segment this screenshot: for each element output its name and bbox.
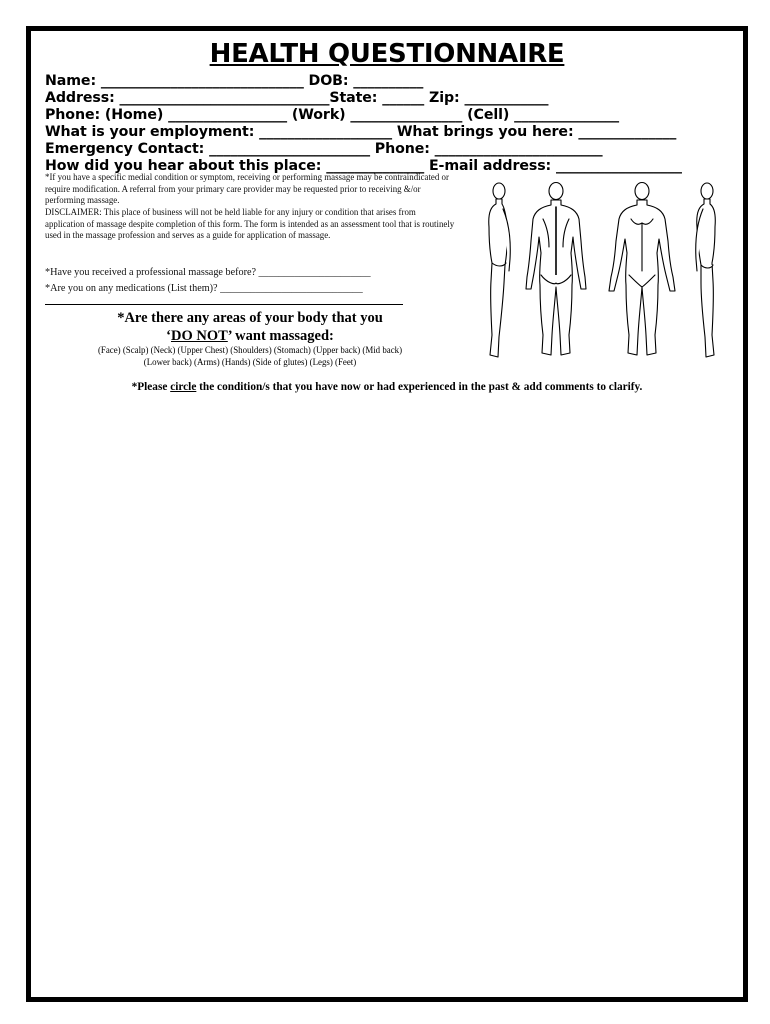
no-massage-areas-title — [45, 309, 455, 345]
circle-note-pre: *Please — [131, 381, 171, 393]
body-figure-side-left[interactable] — [696, 183, 716, 357]
medical-notice: *If you have a specific medial condition or symptom, receiving or performing massage may be contraindicated or require modification. A referral from your primary care provider may be requested prior to receiving &/or performing massage. — [45, 172, 449, 206]
phone-line[interactable]: Phone: (Home) _________________ (Work) ________________ (Cell) _______________ — [45, 107, 619, 123]
body-figure-front[interactable] — [609, 183, 675, 356]
disclaimer: DISCLAIMER: This place of business will not be held liable for any injury or condition that arises from application of massage despite completion of this form. The form is intended as an assessment tool that is routinely used in the massage profession and serves as a guide for application of massage. — [45, 207, 455, 241]
body-figure-back[interactable] — [526, 183, 586, 356]
body-areas-line1[interactable]: (Face) (Scalp) (Neck) (Upper Chest) (Shoulders) (Stomach) (Upper back) (Mid back) — [97, 345, 403, 355]
emergency-contact-line[interactable]: Emergency Contact: _______________________ Phone: ________________________ — [45, 141, 603, 157]
no-massage-areas-title-line2 — [45, 327, 455, 345]
form-border — [26, 26, 748, 1002]
want-massaged-text: ’ want massaged: — [227, 328, 334, 344]
body-areas-list — [45, 344, 455, 368]
employment-line[interactable]: What is your employment: ___________________ What brings you here: ______________ — [45, 124, 677, 140]
circle-word: circle — [170, 381, 197, 393]
body-figure-side-right[interactable] — [489, 183, 510, 357]
body-areas-line2[interactable]: (Lower back) (Arms) (Hands) (Side of glutes) (Legs) (Feet) — [143, 357, 357, 367]
referral-email-line[interactable]: How did you hear about this place: ______________ E-mail address: __________________ — [45, 158, 682, 174]
form-title: HEALTH QUESTIONNAIRE — [209, 39, 565, 69]
medications-question[interactable]: *Are you on any medications (List them)? ____________________________ — [45, 283, 363, 294]
address-line[interactable]: Address: ______________________________State: ______ Zip: ____________ — [45, 90, 549, 106]
name-dob-line[interactable]: Name: _____________________________ DOB: __________ — [45, 73, 424, 89]
circle-note-post: the condition/s that you have now or had experienced in the past & add comments to clarify. — [196, 381, 643, 393]
no-massage-areas-title-line1: *Are there any areas of your body that you — [117, 310, 383, 326]
do-not-emphasis: DO NOT — [170, 328, 228, 344]
open-quote: ‘ — [166, 328, 171, 344]
circle-conditions-note — [31, 381, 743, 393]
prior-massage-question[interactable]: *Have you received a professional massage before? ______________________ — [45, 267, 371, 278]
body-chart[interactable] — [479, 179, 729, 365]
medications-extra-line[interactable] — [45, 304, 403, 305]
